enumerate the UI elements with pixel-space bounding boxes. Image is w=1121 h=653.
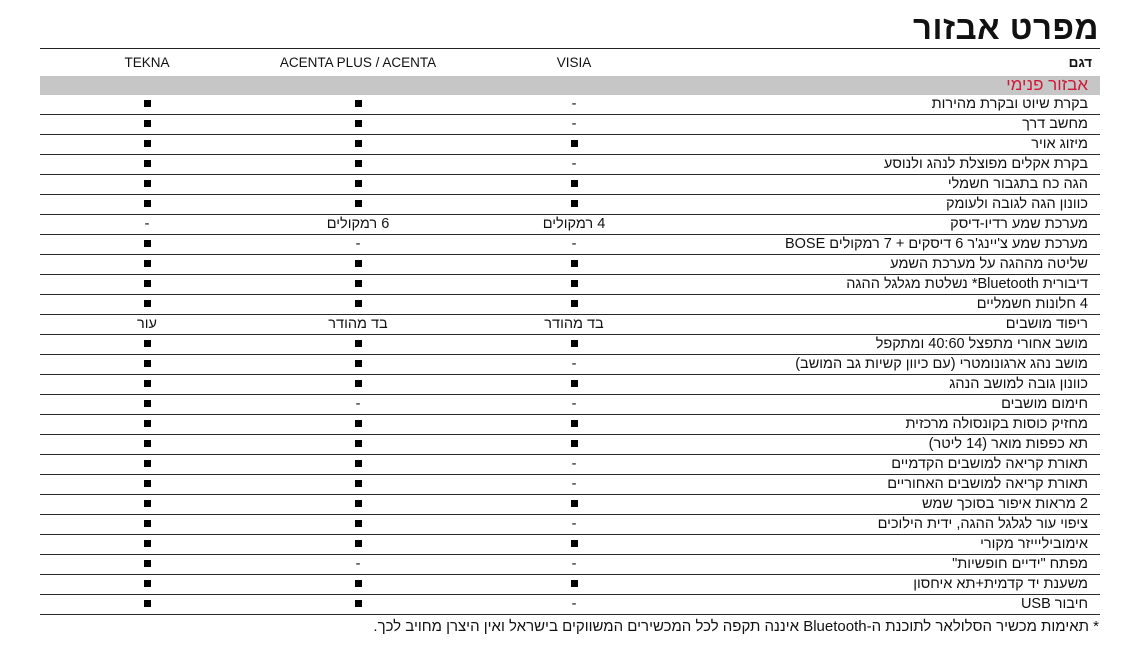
filled-square-icon [355,500,362,507]
feature-label: מערכת שמע רדיו-דיסק [950,216,1088,232]
filled-square-icon [355,280,362,287]
cell-value: - [355,236,361,252]
filled-square-icon [355,480,362,487]
filled-square-icon [144,400,151,407]
table-row [40,475,1100,495]
filled-square-icon [355,180,362,187]
filled-square-icon [144,600,151,607]
included-mark [454,415,694,434]
filled-square-icon [355,140,362,147]
included-mark [27,335,267,354]
included-mark [27,435,267,454]
feature-label: מחשב דרך [1022,116,1088,132]
filled-square-icon [355,460,362,467]
filled-square-icon [355,520,362,527]
included-mark [454,275,694,294]
included-mark [238,515,478,534]
filled-square-icon [144,240,151,247]
included-mark [238,335,478,354]
included-mark [27,375,267,394]
filled-square-icon [144,100,151,107]
filled-square-icon [571,440,578,447]
cell-value: - [355,396,361,412]
filled-square-icon [355,360,362,367]
section-title: אבזור פנימי [1006,75,1088,94]
table-row [40,535,1100,555]
table-row [40,135,1100,155]
included-mark [238,455,478,474]
included-mark [27,135,267,154]
filled-square-icon [355,440,362,447]
filled-square-icon [571,540,578,547]
included-mark [238,495,478,514]
feature-label: ריפוד מושבים [1005,316,1088,332]
filled-square-icon [144,580,151,587]
included-mark [238,415,478,434]
feature-label: תא כפפות מואר (14 ליטר) [928,436,1088,452]
included-mark [454,255,694,274]
feature-label: 2 מראות איפור בסוכך שמש [921,496,1088,512]
feature-label: חימום מושבים [1001,396,1088,412]
filled-square-icon [144,380,151,387]
feature-label: כוונון גובה למושב הנהג [949,376,1088,392]
filled-square-icon [144,480,151,487]
feature-label: מפתח "ידיים חופשיות" [952,556,1088,572]
included-mark [27,495,267,514]
included-mark [454,195,694,214]
spec-table-body [40,95,1100,615]
included-mark [238,375,478,394]
cell-value: - [571,516,577,532]
filled-square-icon [571,140,578,147]
filled-square-icon [144,540,151,547]
included-mark [27,195,267,214]
cell-value: - [571,556,577,572]
table-row [40,555,1100,575]
table-row [40,455,1100,475]
included-mark [238,595,478,614]
table-row [40,595,1100,615]
table-row [40,335,1100,355]
included-mark [27,575,267,594]
column-header-visia: VISIA [556,55,592,70]
included-mark [27,555,267,574]
filled-square-icon [571,260,578,267]
feature-label: בקרת שיוט ובקרת מהירות [931,96,1088,112]
table-row [40,155,1100,175]
included-mark [238,475,478,494]
cell-value: - [571,456,577,472]
cell-value: בד מהודר [544,316,604,332]
feature-label: אימוביליייזר מקורי [980,536,1088,552]
filled-square-icon [144,460,151,467]
table-row [40,495,1100,515]
cell-value: - [571,116,577,132]
table-header-row [40,52,1100,74]
filled-square-icon [355,100,362,107]
filled-square-icon [355,580,362,587]
cell-value: - [144,216,150,232]
included-mark [238,115,478,134]
cell-value: עור [137,316,157,332]
included-mark [454,535,694,554]
table-row [40,415,1100,435]
included-mark [238,175,478,194]
filled-square-icon [571,580,578,587]
included-mark [27,455,267,474]
table-row [40,115,1100,135]
included-mark [27,395,267,414]
table-row [40,515,1100,535]
filled-square-icon [355,260,362,267]
included-mark [238,195,478,214]
filled-square-icon [571,420,578,427]
table-row [40,175,1100,195]
footnote: * תאימות מכשיר הסלולאר לתוכנת ה-Bluetooth איננה תקפה לכל המכשירים המשווקים בישראל ואין היצרן מחויב לכך. [373,618,1099,635]
cell-value: 4 רמקולים [542,216,606,232]
table-row [40,435,1100,455]
filled-square-icon [355,200,362,207]
filled-square-icon [144,500,151,507]
included-mark [454,335,694,354]
filled-square-icon [355,600,362,607]
feature-label: שליטה מההגה על מערכת השמע [890,256,1088,272]
included-mark [238,575,478,594]
included-mark [454,375,694,394]
filled-square-icon [355,420,362,427]
table-row [40,395,1100,415]
included-mark [454,135,694,154]
filled-square-icon [144,360,151,367]
feature-label: בקרת אקלים מפוצלת לנהג ולנוסע [883,156,1088,172]
table-row [40,235,1100,255]
filled-square-icon [144,560,151,567]
cell-value: 6 רמקולים [326,216,390,232]
included-mark [238,255,478,274]
table-row [40,575,1100,595]
included-mark [27,415,267,434]
included-mark [454,175,694,194]
column-header-tekna: TEKNA [124,55,170,70]
included-mark [27,595,267,614]
section-header [40,76,1100,95]
cell-value: - [571,236,577,252]
included-mark [27,115,267,134]
filled-square-icon [355,120,362,127]
feature-label: הגה כח בתגבור חשמלי [947,176,1088,192]
included-mark [238,275,478,294]
feature-label: מושב אחורי מתפצל 40:60 ומתקפל [875,336,1088,352]
included-mark [27,155,267,174]
feature-label: ציפוי עור לגלגל ההגה, ידית הילוכים [877,516,1088,532]
included-mark [27,295,267,314]
table-row [40,255,1100,275]
included-mark [27,515,267,534]
feature-label: כוונון הגה לגובה ולעומק [946,196,1088,212]
filled-square-icon [355,300,362,307]
included-mark [238,435,478,454]
feature-label: תאורת קריאה למושבים האחוריים [887,476,1088,492]
row-header-label: דגם [1068,55,1092,70]
included-mark [27,255,267,274]
feature-label: מערכת שמע צ'יינג'ר 6 דיסקים + 7 רמקולים BOSE [784,236,1088,252]
included-mark [454,435,694,454]
included-mark [454,295,694,314]
cell-value: - [571,596,577,612]
feature-label: מחזיק כוסות בקונסולה מרכזית [905,416,1088,432]
filled-square-icon [571,300,578,307]
table-row [40,315,1100,335]
included-mark [238,355,478,374]
included-mark [27,535,267,554]
column-header-acenta: ACENTA PLUS / ACENTA [279,55,437,70]
included-mark [238,135,478,154]
feature-label: חיבור USB [1020,596,1088,612]
filled-square-icon [144,160,151,167]
included-mark [238,95,478,114]
filled-square-icon [571,280,578,287]
filled-square-icon [144,120,151,127]
table-row [40,355,1100,375]
included-mark [27,235,267,254]
feature-label: דיבורית Bluetooth* נשלטת מגלגל ההגה [846,276,1088,292]
filled-square-icon [355,540,362,547]
cell-value: בד מהודר [328,316,388,332]
table-row [40,195,1100,215]
included-mark [27,95,267,114]
included-mark [27,355,267,374]
included-mark [27,475,267,494]
table-row [40,95,1100,115]
filled-square-icon [571,500,578,507]
included-mark [454,575,694,594]
filled-square-icon [571,380,578,387]
filled-square-icon [144,140,151,147]
filled-square-icon [571,340,578,347]
table-row [40,275,1100,295]
included-mark [27,175,267,194]
page-title: מפרט אבזור [912,9,1099,46]
feature-label: מושב נהג ארגונומטרי (עם כיוון קשיות גב המושב) [795,356,1088,372]
filled-square-icon [144,420,151,427]
included-mark [238,535,478,554]
filled-square-icon [144,520,151,527]
feature-label: 4 חלונות חשמליים [976,296,1088,312]
filled-square-icon [144,300,151,307]
filled-square-icon [355,380,362,387]
filled-square-icon [144,280,151,287]
cell-value: - [355,556,361,572]
included-mark [454,495,694,514]
table-row [40,375,1100,395]
feature-label: מיזוג אויר [1031,136,1088,152]
cell-value: - [571,356,577,372]
cell-value: - [571,96,577,112]
cell-value: - [571,156,577,172]
included-mark [238,155,478,174]
filled-square-icon [144,200,151,207]
filled-square-icon [355,340,362,347]
filled-square-icon [144,440,151,447]
table-row [40,295,1100,315]
title-divider [40,48,1100,49]
filled-square-icon [571,200,578,207]
filled-square-icon [144,260,151,267]
filled-square-icon [144,340,151,347]
feature-label: משענת יד קדמית+תא איחסון [913,576,1088,592]
included-mark [27,275,267,294]
feature-label: תאורת קריאה למושבים הקדמיים [891,456,1088,472]
cell-value: - [571,476,577,492]
table-row [40,215,1100,235]
cell-value: - [571,396,577,412]
included-mark [238,295,478,314]
filled-square-icon [571,180,578,187]
filled-square-icon [144,180,151,187]
filled-square-icon [355,160,362,167]
